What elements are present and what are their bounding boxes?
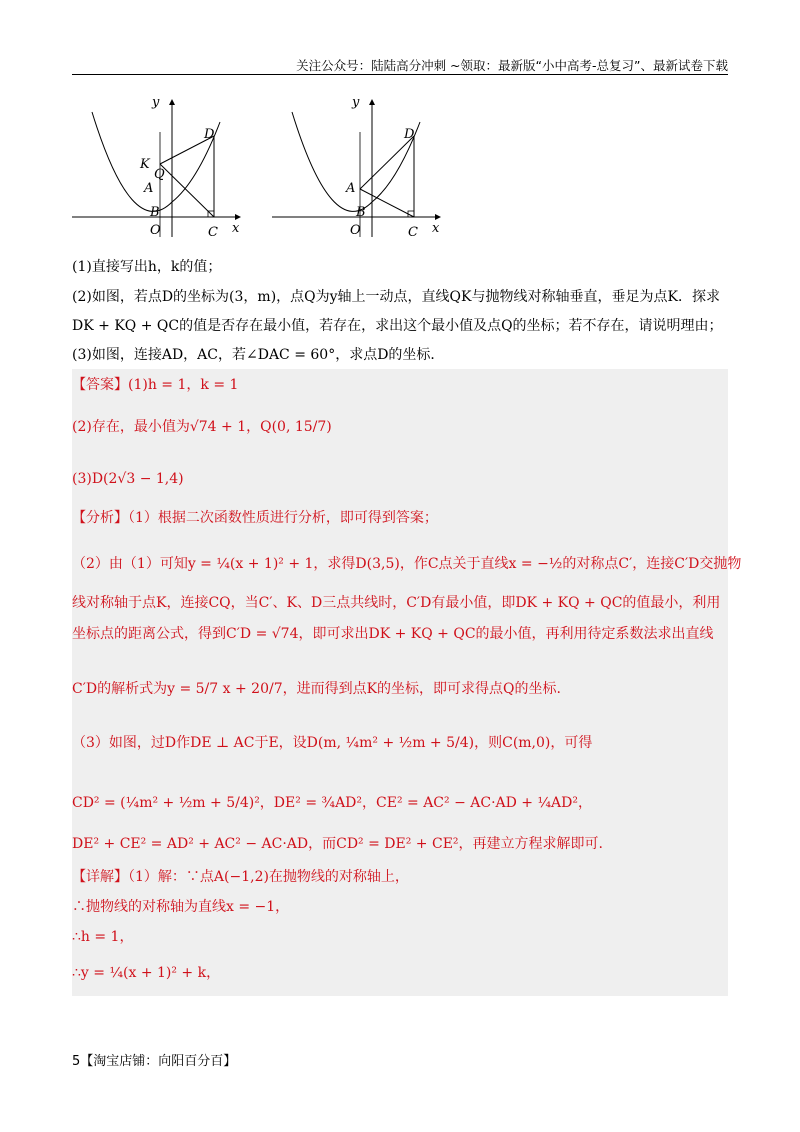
- fig-label: y: [352, 95, 360, 110]
- figure-left: [72, 92, 247, 242]
- fig-label: B: [356, 205, 366, 220]
- analysis-3: 线对称轴于点K，连接CQ，当C′、K、D三点共线时，C′D有最小值，即DK + KQ + QC的值最小，利用: [72, 595, 721, 611]
- fig-label: Q: [154, 167, 165, 182]
- question-1: (1)直接写出h，k的值；: [72, 259, 222, 275]
- detail-line-1: [72, 866, 409, 888]
- question-3: (3)如图，连接AD，AC，若∠DAC = 60°，求点D的坐标．: [72, 347, 445, 363]
- question-2a: (2)如图，若点D的坐标为(3，m)，点Q为y轴上一动点，直线QK与抛物线对称轴垂直，垂足为点K．探求: [72, 289, 720, 305]
- fig-label: A: [346, 181, 356, 196]
- detail-tag: 【详解】: [72, 869, 128, 885]
- detail-4: ∴y = ¼(x + 1)² + k，: [72, 965, 221, 981]
- analysis-5: C′D的解析式为y = 5/7 x + 20/7，进而得到点K的坐标，即可求得点Q的坐标.: [72, 681, 561, 697]
- analysis-7: CD² = (¼m² + ½m + 5/4)²，DE² = ¾AD²，CE² = AC² − AC·AD + ¼AD²，: [72, 795, 593, 811]
- analysis-8: DE² + CE² = AD² + AC² − AC·AD，而CD² = DE² + CE²，再建立方程求解即可.: [72, 836, 603, 852]
- fig-label: D: [204, 127, 215, 142]
- analysis-1: （1）根据二次函数性质进行分析，即可得到答案；: [128, 510, 438, 526]
- fig-label: D: [404, 127, 415, 142]
- detail-1: （1）解：∵点A(−1,2)在抛物线的对称轴上，: [128, 869, 409, 885]
- fig-label: C: [408, 225, 418, 240]
- figure-right: [272, 92, 447, 242]
- answer-line-1: [72, 374, 238, 396]
- question-2b: DK + KQ + QC的值是否存在最小值，若存在，求出这个最小值及点Q的坐标；若不存在，请说明理由；: [72, 318, 723, 334]
- page-header: 关注公众号：陆陆高分冲刺 ~领取：最新版“小中高考-总复习”、最新试卷下载: [296, 58, 728, 73]
- answer-3: (3)D(2√3 − 1,4): [72, 471, 184, 487]
- detail-3: ∴h = 1，: [72, 929, 134, 945]
- fig-label: A: [144, 181, 154, 196]
- header-rule: [72, 74, 728, 75]
- analysis-4: 坐标点的距离公式，得到C′D = √74，即可求出DK + KQ + QC的最小值，再利用待定系数法求出直线: [72, 626, 714, 642]
- fig-label: x: [232, 221, 240, 236]
- page-footer: 5【淘宝店铺：向阳百分百】: [72, 1054, 237, 1069]
- answer-tag: 【答案】: [72, 377, 128, 393]
- answer-1: (1)h = 1，k = 1: [128, 377, 239, 393]
- analysis-2: （2）由（1）可知y = ¼(x + 1)² + 1，求得D(3,5)，作C点关于直线x = −½的对称点C′，连接C′D交抛物: [72, 556, 742, 572]
- fig-label: y: [152, 95, 160, 110]
- answer-2: (2)存在，最小值为√74 + 1，Q(0, 15/7): [72, 419, 332, 435]
- fig-label: C: [208, 225, 218, 240]
- analysis-tag: 【分析】: [72, 510, 128, 526]
- fig-label: O: [350, 223, 361, 238]
- fig-label: B: [150, 205, 160, 220]
- analysis-line-1: [72, 507, 438, 529]
- analysis-6: （3）如图，过D作DE ⊥ AC于E，设D(m, ¼m² + ½m + 5/4)，则C(m,0)，可得: [72, 735, 593, 751]
- fig-label: K: [140, 157, 150, 172]
- fig-label: x: [432, 221, 440, 236]
- fig-label: O: [150, 223, 161, 238]
- detail-2: ∴抛物线的对称轴为直线x = −1，: [72, 899, 290, 915]
- figures: [72, 92, 472, 242]
